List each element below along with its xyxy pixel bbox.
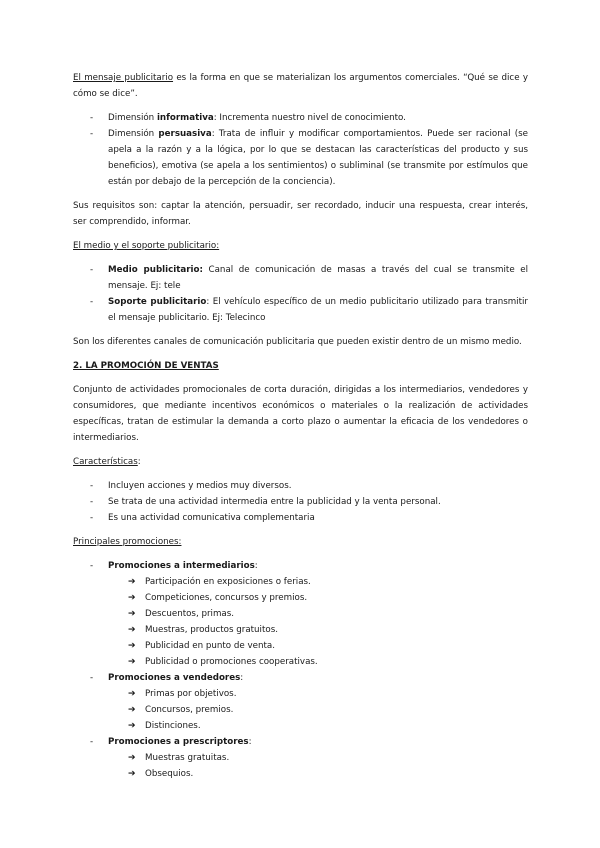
list-item: ➔ Concursos, premios. [73, 702, 528, 718]
list-item: - Dimensión informativa: Incrementa nuestro nivel de conocimiento. [73, 110, 528, 126]
requirements-paragraph: Sus requisitos son: captar la atención, persuadir, ser recordado, inducir una respuesta, crear interés, ser comprendido, informar. [73, 201, 528, 227]
medio-list [73, 262, 528, 326]
prescriptores-sublist [73, 750, 528, 782]
promociones-list [73, 734, 528, 750]
caracteristicas-list [73, 478, 528, 526]
arrow-icon: ➔ [128, 641, 136, 651]
list-item: ➔ Muestras, productos gratuitos. [73, 622, 528, 638]
dash-bullet: - [90, 129, 94, 139]
dash-bullet: - [90, 561, 94, 571]
promo-group-intermediarios: - Promociones a intermediarios: [73, 558, 528, 574]
arrow-icon: ➔ [128, 705, 136, 715]
promo-group-vendedores: - Promociones a vendedores: [73, 670, 528, 686]
list-item: - Es una actividad comunicativa complementaria [73, 510, 528, 526]
list-item: ➔ Muestras gratuitas. [73, 750, 528, 766]
arrow-icon: ➔ [128, 769, 136, 779]
caracteristicas-heading: Características: [73, 457, 141, 467]
promo-group-prescriptores: - Promociones a prescriptores: [73, 734, 528, 750]
intro-rest: es la forma en que se materializan los argumentos comerciales. “Qué se dice y cómo se dice”. [73, 73, 529, 99]
list-item: ➔ Publicidad en punto de venta. [73, 638, 528, 654]
list-item: - Se trata de una actividad intermedia entre la publicidad y la venta personal. [73, 494, 528, 510]
list-item: - Dimensión persuasiva: Trata de influir y modificar comportamientos. Puede ser racional (se apela a la razón y a la lógica, por lo que se destacan las características del producto y sus beneficios), emotiva (se apela a los sentimientos) o subliminal (se transmite por estímulos que están por debajo de la percepción de la conciencia). [73, 126, 528, 190]
dash-bullet: - [90, 481, 94, 491]
arrow-icon: ➔ [128, 753, 136, 763]
intro-term: El mensaje publicitario [73, 73, 174, 83]
promociones-list [73, 558, 528, 574]
medio-paragraph: Son los diferentes canales de comunicación publicitaria que pueden existir dentro de un mismo medio. [73, 337, 522, 347]
dash-bullet: - [90, 513, 94, 523]
arrow-icon: ➔ [128, 625, 136, 635]
list-item: ➔ Primas por objetivos. [73, 686, 528, 702]
dash-bullet: - [90, 673, 94, 683]
arrow-icon: ➔ [128, 577, 136, 587]
list-item: ➔ Descuentos, primas. [73, 606, 528, 622]
arrow-icon: ➔ [128, 593, 136, 603]
list-item: ➔ Distinciones. [73, 718, 528, 734]
list-item: - Medio publicitario: Canal de comunicación de masas a través del cual se transmite el mensaje. Ej: tele [73, 262, 528, 294]
dash-bullet: - [90, 113, 94, 123]
promociones-list [73, 670, 528, 686]
promo-definition: Conjunto de actividades promocionales de corta duración, dirigidas a los intermediarios, vendedores y consumidores, que mediante incentivos económicos o materiales o la realización de actividades específicas, tratan de estimular la demanda a corto plazo o aumentar la eficacia de los vendedores o intermediarios. [73, 385, 528, 443]
arrow-icon: ➔ [128, 609, 136, 619]
list-item: ➔ Publicidad o promociones cooperativas. [73, 654, 528, 670]
list-item: ➔ Participación en exposiciones o ferias. [73, 574, 528, 590]
list-item: - Incluyen acciones y medios muy diversos. [73, 478, 528, 494]
document-content [73, 70, 528, 782]
promociones-heading: Principales promociones: [73, 537, 182, 547]
dash-bullet: - [90, 497, 94, 507]
vendedores-sublist [73, 686, 528, 734]
dash-bullet: - [90, 737, 94, 747]
intro-paragraph [73, 70, 528, 102]
arrow-icon: ➔ [128, 657, 136, 667]
list-item: - Soporte publicitario: El vehículo específico de un medio publicitario utilizado para transmitir el mensaje publicitario. Ej: Telecinco [73, 294, 528, 326]
section-title: 2. LA PROMOCIÓN DE VENTAS [73, 361, 219, 371]
intermediarios-sublist [73, 574, 528, 670]
medio-heading: El medio y el soporte publicitario: [73, 241, 220, 251]
dimensions-list [73, 110, 528, 190]
arrow-icon: ➔ [128, 721, 136, 731]
dash-bullet: - [90, 297, 94, 307]
list-item: ➔ Obsequios. [73, 766, 528, 782]
list-item: ➔ Competiciones, concursos y premios. [73, 590, 528, 606]
arrow-icon: ➔ [128, 689, 136, 699]
dash-bullet: - [90, 265, 94, 275]
